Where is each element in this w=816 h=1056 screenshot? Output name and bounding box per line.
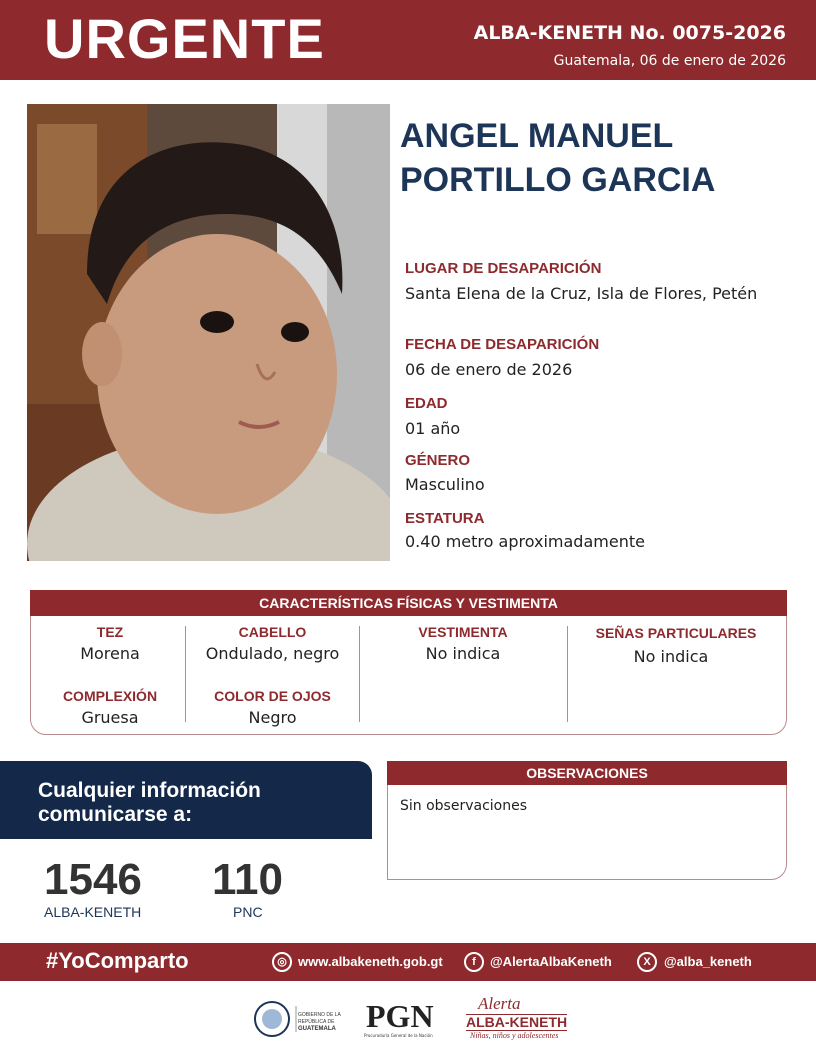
column-divider bbox=[567, 626, 568, 722]
cabello-value: Ondulado, negro bbox=[205, 644, 340, 663]
alert-number: ALBA-KENETH No. 0075-2026 bbox=[473, 22, 786, 44]
x-link[interactable]: @alba_keneth bbox=[664, 954, 752, 969]
cabello-label: CABELLO bbox=[238, 624, 307, 640]
vestimenta-value: No indica bbox=[425, 644, 501, 663]
child-photo-illustration bbox=[27, 104, 390, 561]
ojos-value: Negro bbox=[248, 708, 297, 727]
characteristics-title: CARACTERÍSTICAS FÍSICAS Y VESTIMENTA bbox=[30, 590, 787, 616]
facebook-icon: f bbox=[464, 952, 484, 972]
globe-icon: ◎ bbox=[272, 952, 292, 972]
edad-value: 01 año bbox=[405, 419, 461, 438]
observations-text: Sin observaciones bbox=[400, 798, 528, 814]
pgn-logo: PGN bbox=[366, 998, 434, 1034]
senas-value: No indica bbox=[633, 647, 709, 666]
column-divider bbox=[359, 626, 360, 722]
contact-text bbox=[38, 779, 261, 827]
gobierno-guatemala-text bbox=[298, 1012, 362, 1033]
person-name-line2: PORTILLO GARCIA bbox=[400, 161, 716, 199]
complexion-value: Gruesa bbox=[81, 708, 139, 727]
lugar-value: Santa Elena de la Cruz, Isla de Flores, Petén bbox=[405, 284, 758, 303]
contact-line1: Cualquier información bbox=[38, 779, 261, 802]
person-name bbox=[400, 114, 800, 202]
ojos-label: COLOR DE OJOS bbox=[214, 688, 331, 704]
alerta-logo-sub: Niñas, niños y adolescentes bbox=[470, 1031, 559, 1040]
phone-pnc[interactable]: 110 bbox=[212, 855, 283, 904]
person-name-line1: ANGEL MANUEL bbox=[400, 117, 674, 155]
phone-pnc-label: PNC bbox=[233, 904, 263, 920]
pgn-subtitle: Procuraduría General de la Nación bbox=[364, 1033, 433, 1038]
gob-line2: GUATEMALA bbox=[298, 1026, 336, 1032]
edad-label: EDAD bbox=[405, 395, 448, 412]
lugar-label: LUGAR DE DESAPARICIÓN bbox=[405, 260, 602, 277]
fecha-label: FECHA DE DESAPARICIÓN bbox=[405, 336, 600, 353]
alerta-logo-main: ALBA-KENETH bbox=[466, 1014, 568, 1030]
missing-child-photo bbox=[27, 104, 390, 561]
facebook-link[interactable]: @AlertaAlbaKeneth bbox=[490, 954, 612, 969]
senas-label: SEÑAS PARTICULARES bbox=[595, 625, 757, 641]
tez-value: Morena bbox=[80, 644, 140, 663]
fecha-value: 06 de enero de 2026 bbox=[405, 360, 573, 379]
hashtag: #YoComparto bbox=[46, 948, 189, 973]
vestimenta-label: VESTIMENTA bbox=[418, 624, 508, 640]
x-icon: X bbox=[637, 952, 657, 972]
gob-line1: GOBIERNO DE LA REPÚBLICA DE bbox=[298, 1012, 341, 1025]
phone-alba-keneth[interactable]: 1546 bbox=[44, 855, 142, 904]
genero-value: Masculino bbox=[405, 475, 485, 494]
website-link[interactable]: www.albakeneth.gob.gt bbox=[298, 954, 443, 969]
urgent-title: URGENTE bbox=[44, 7, 325, 70]
tez-label: TEZ bbox=[96, 624, 124, 640]
contact-line2: comunicarse a: bbox=[38, 803, 193, 826]
phone-alba-keneth-label: ALBA-KENETH bbox=[44, 904, 142, 920]
genero-label: GÉNERO bbox=[405, 452, 471, 469]
estatura-label: ESTATURA bbox=[405, 510, 485, 527]
estatura-value: 0.40 metro aproximadamente bbox=[405, 532, 645, 551]
alert-place-date: Guatemala, 06 de enero de 2026 bbox=[553, 53, 786, 69]
alerta-logo-top: Alerta bbox=[478, 994, 521, 1013]
observations-title: OBSERVACIONES bbox=[387, 761, 787, 785]
column-divider bbox=[185, 626, 186, 722]
complexion-label: COMPLEXIÓN bbox=[62, 688, 158, 704]
